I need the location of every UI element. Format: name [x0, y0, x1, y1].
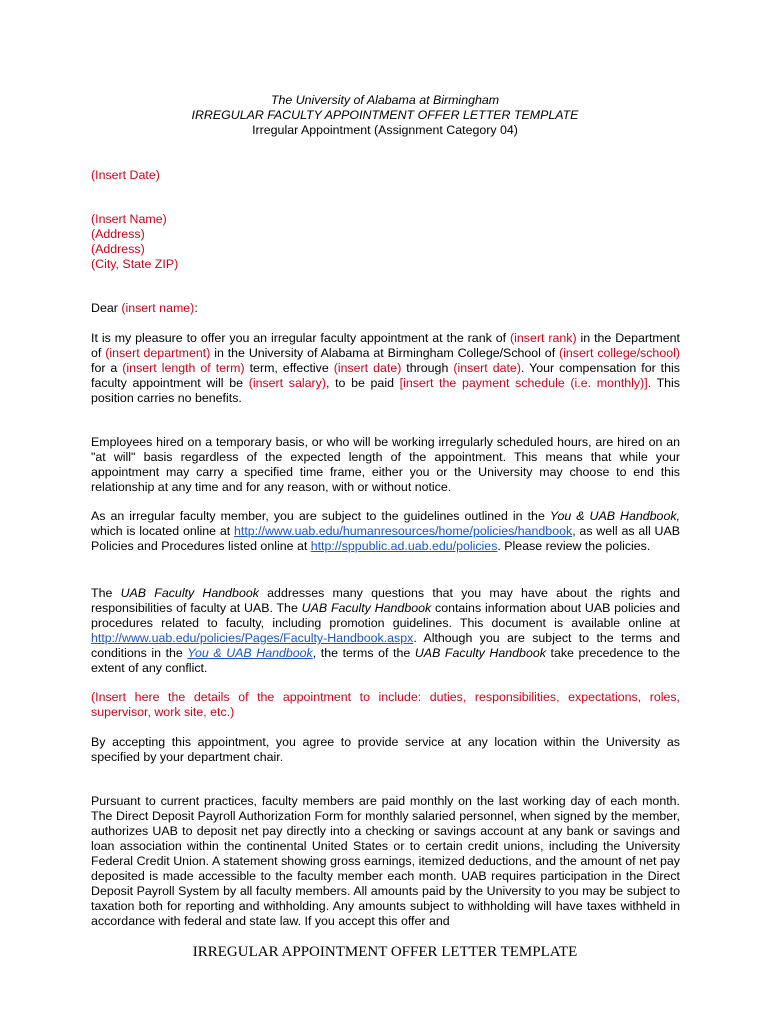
- recipient-address: [91, 212, 680, 272]
- recipient-name: (Insert Name): [91, 212, 167, 226]
- university-name: The University of Alabama at Birmingham: [270, 93, 500, 107]
- paragraph-faculty-handbook: The UAB Faculty Handbook addresses many questions that you may have about the rights and responsibilities of faculty at UAB. The UAB Faculty Handbook contains information about UAB policies and procedures related to faculty, including promotion guidelines. This document is available online at http://www.uab.edu/policies/Pages/Faculty-Handbook.aspx. Although you are subject to the terms and conditions in the You & UAB Handbook, the terms of the UAB Faculty Handbook take precedence to the extent of any conflict.: [91, 586, 680, 675]
- faculty-handbook-link[interactable]: http://www.uab.edu/policies/Pages/Faculty-Handbook.aspx: [91, 631, 414, 645]
- appointment-subtitle: Irregular Appointment (Assignment Category 04): [252, 123, 518, 137]
- salutation: Dear (insert name):: [91, 301, 198, 315]
- address-line-2: (Address): [91, 242, 145, 256]
- paragraph-appointment-details: (Insert here the details of the appointment to include: duties, responsibilities, expectations, roles, supervisor, work site, etc.): [91, 690, 680, 719]
- letter-header: [0, 93, 770, 138]
- you-uab-handbook-ref: You & UAB Handbook,: [549, 509, 680, 523]
- end-date-placeholder: (insert date): [453, 361, 521, 375]
- payment-schedule-placeholder: [insert the payment schedule (i.e. monthly)]: [399, 376, 648, 390]
- you-uab-handbook-link[interactable]: You & UAB Handbook: [187, 646, 313, 660]
- template-title: IRREGULAR FACULTY APPOINTMENT OFFER LETTER TEMPLATE: [191, 108, 579, 122]
- term-placeholder: (insert length of term): [122, 361, 245, 375]
- page-footer: IRREGULAR APPOINTMENT OFFER LETTER TEMPLATE: [192, 944, 578, 960]
- department-placeholder: (insert department): [105, 346, 211, 360]
- paragraph-payroll: Pursuant to current practices, faculty members are paid monthly on the last working day of each month. The Direct Deposit Payroll Authorization Form for monthly salaried personnel, when signed by the member, authorizes UAB to deposit net pay directly into a checking or savings account at any bank or savings and loan association within the continental United States or to certain credit unions, including the University Federal Credit Union. A statement showing gross earnings, itemized deductions, and the amount of net pay deposited is made accessible to the faculty member each month. UAB requires participation in the Direct Deposit Payroll System by all faculty members. All amounts paid by the University to you may be subject to taxation both for reporting and withholding. Any amounts subject to withholding will have taxes withheld in accordance with federal and state law. If you accept this offer and: [91, 794, 680, 928]
- date-placeholder: (Insert Date): [91, 168, 160, 182]
- paragraph-at-will: Employees hired on a temporary basis, or who will be working irregularly scheduled hours, are hired on an "at will" basis regardless of the expected length of the appointment. This means that while your appointment may carry a specified time frame, either you or the University may choose to end this relationship at any time and for any reason, with or without notice.: [91, 435, 680, 494]
- college-placeholder: (insert college/school): [559, 346, 680, 360]
- salutation-name: (insert name): [121, 301, 195, 315]
- paragraph-offer: It is my pleasure to offer you an irregular faculty appointment at the rank of (insert rank) in the Department of (insert department) in the University of Alabama at Birmingham College/School of (insert college/school) for a (insert length of term) term, effective (insert date) through (insert date). Your compensation for this faculty appointment will be (insert salary), to be paid [insert the payment schedule (i.e. monthly)]. This position carries no benefits.: [91, 331, 680, 405]
- rank-placeholder: (insert rank): [509, 331, 577, 345]
- paragraph-service-location: By accepting this appointment, you agree to provide service at any location within the University as specified by your department chair.: [91, 735, 680, 764]
- city-state-zip: (City, State ZIP): [91, 257, 179, 271]
- address-line-1: (Address): [91, 227, 145, 241]
- start-date-placeholder: (insert date): [333, 361, 402, 375]
- paragraph-guidelines: As an irregular faculty member, you are subject to the guidelines outlined in the You & UAB Handbook, which is located online at http://www.uab.edu/humanresources/home/policies/handbook, as well as all UAB Policies and Procedures listed online at http://sppublic.ad.uab.edu/policies. Please review the policies.: [91, 509, 681, 553]
- handbook-link[interactable]: http://www.uab.edu/humanresources/home/policies/handbook: [233, 524, 573, 538]
- salary-placeholder: (insert salary): [248, 376, 326, 390]
- policies-link[interactable]: http://sppublic.ad.uab.edu/policies: [310, 539, 498, 553]
